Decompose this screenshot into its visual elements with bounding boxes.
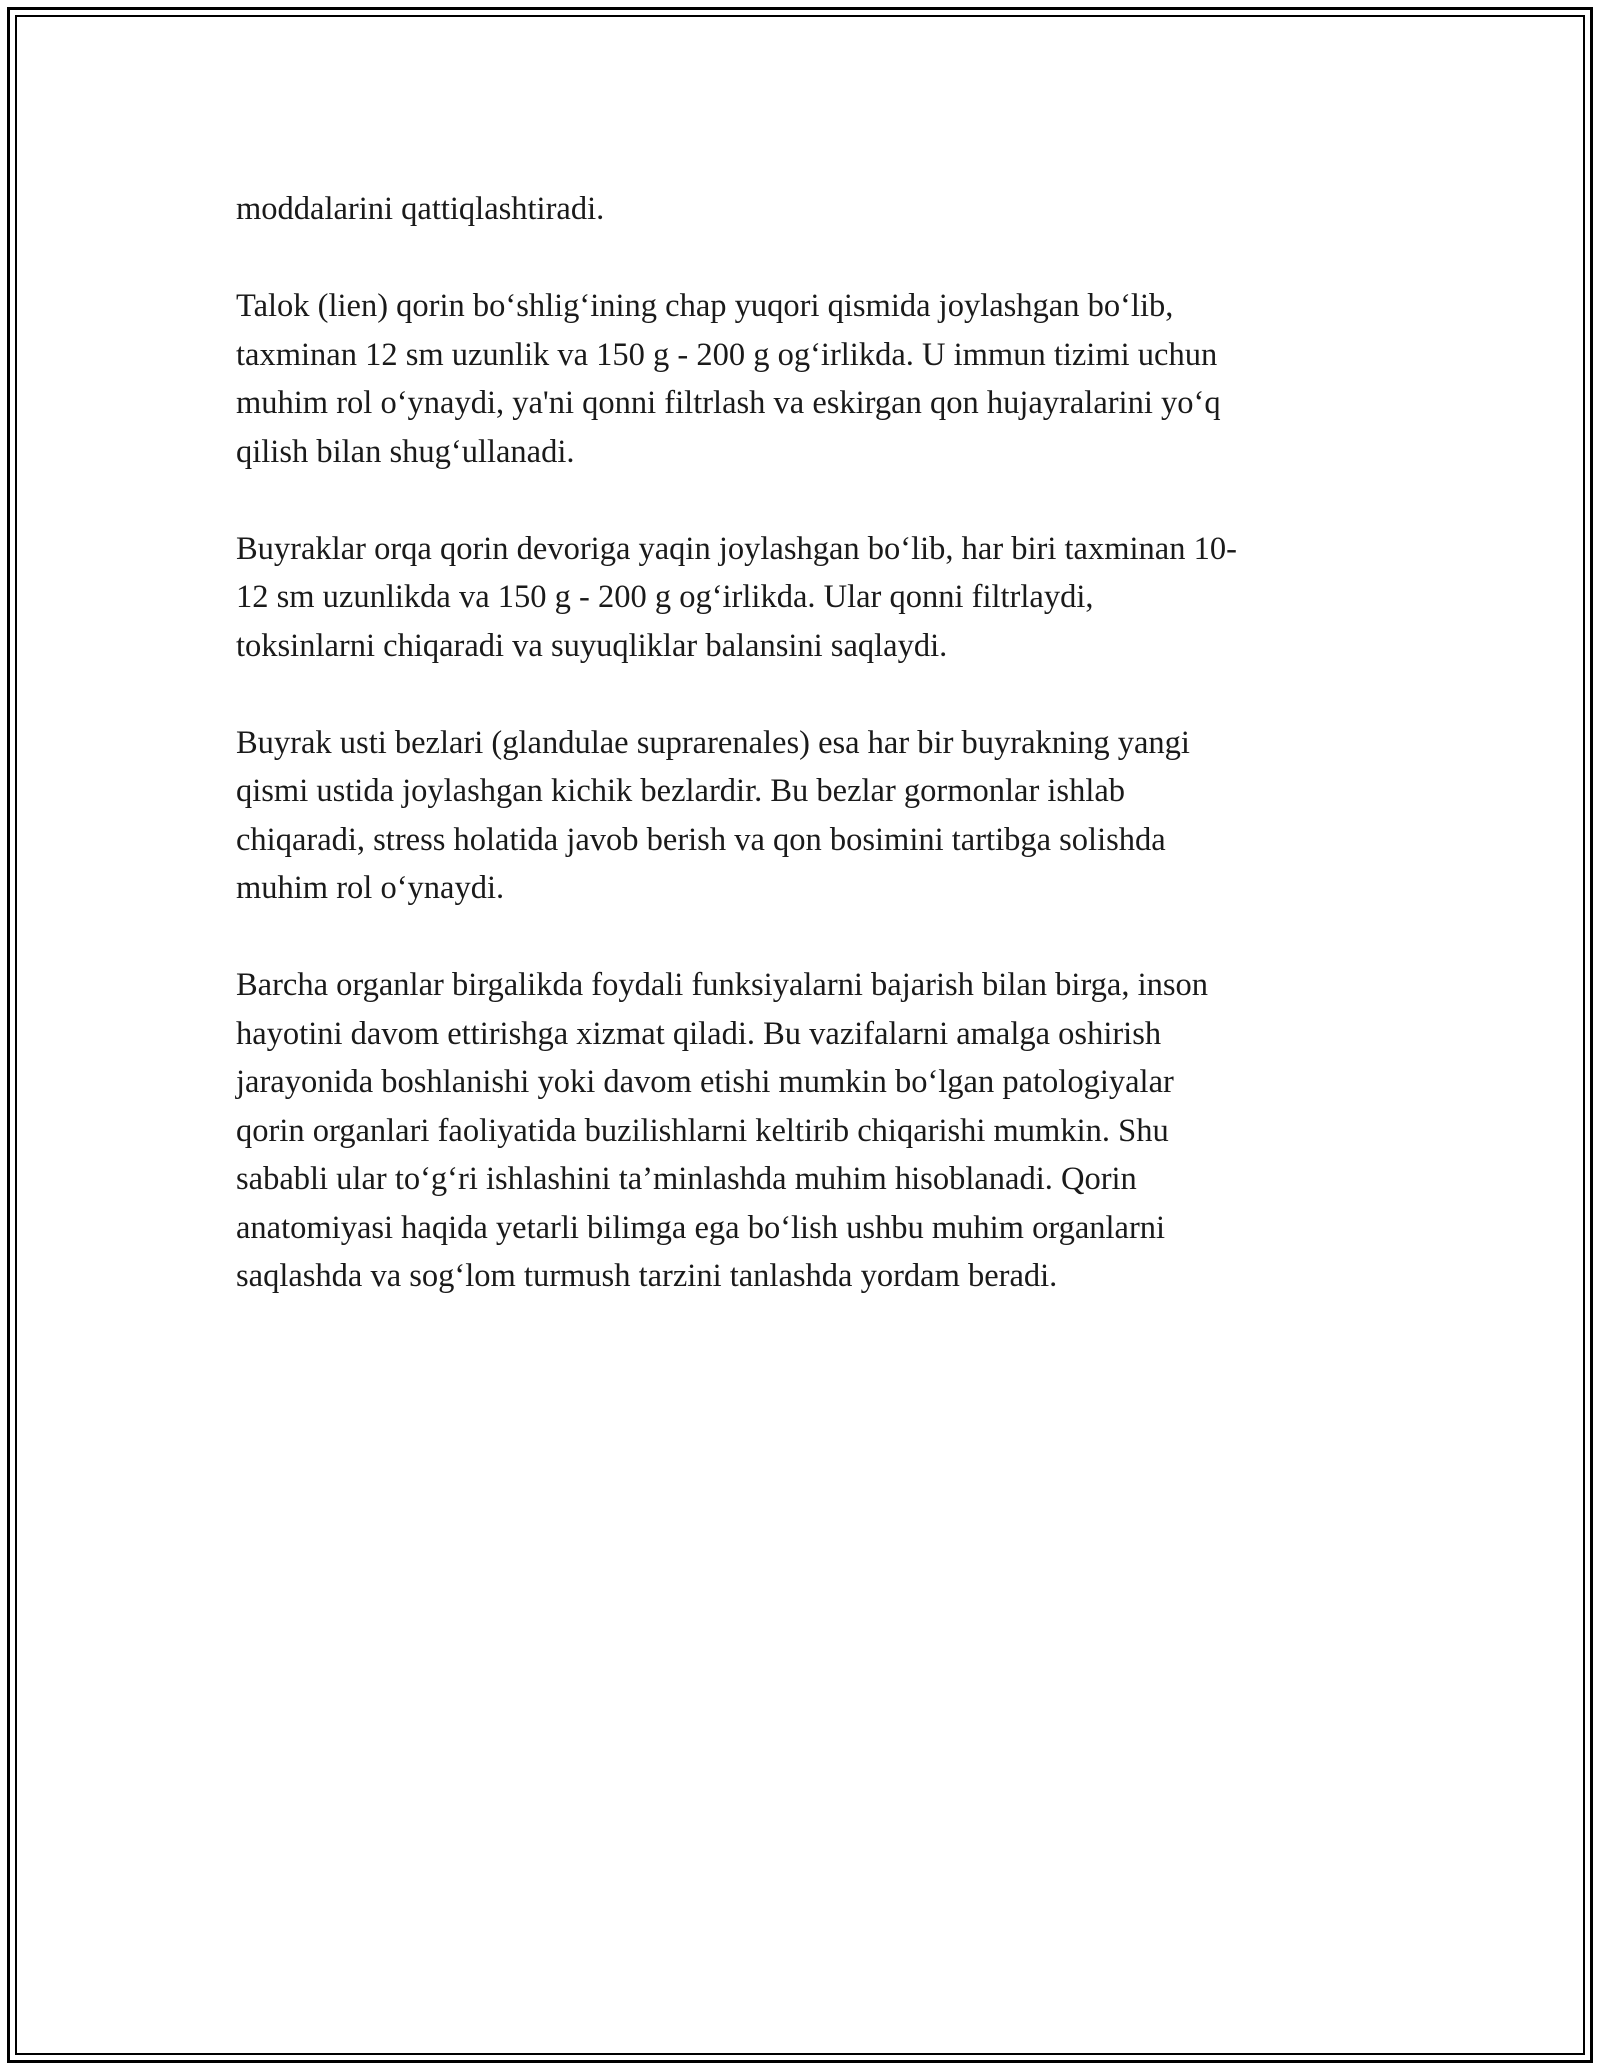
- paragraph-adrenal-glands: Buyrak usti bezlari (glandulae suprarenales) esa har bir buyrakning yangi qismi ustida joylashgan kichik bezlardir. Bu bezlar gormonlar ishlab chiqaradi, stress holatida javob berish va qon bosimini tartibga solishda muhim rol o‘ynaydi.: [236, 724, 1190, 906]
- paragraph-kidneys: Buyraklar orqa qorin devoriga yaqin joylashgan bo‘lib, har biri taxminan 10- 12 sm uzunlikda va 150 g - 200 g og‘irlikda. Ular qonni filtrlaydi, toksinlarni chiqaradi va suyuqliklar balansini saqlaydi.: [236, 530, 1237, 664]
- paragraph-continuation: moddalarini qattiqlashtiradi.: [236, 191, 605, 227]
- paragraph-spleen: Talok (lien) qorin bo‘shlig‘ining chap yuqori qismida joylashgan bo‘lib, taxminan 12 sm uzunlik va 150 g - 200 g og‘irlikda. U immun tizimi uchun muhim rol o‘ynaydi, ya'ni qonni filtrlash va eskirgan qon hujayralarini yo‘q qilish bilan shug‘ullanadi.: [236, 288, 1221, 470]
- paragraph-conclusion: Barcha organlar birgalikda foydali funksiyalarni bajarish bilan birga, inson hayotini davom ettirishga xizmat qiladi. Bu vazifalarni amalga oshirish jarayonida boshlanishi yoki davom etishi mumkin bo‘lgan patologiyalar qorin organlari faoliyatida buzilishlarni keltirib chiqarishi mumkin. Shu sababli ular to‘g‘ri ishlashini ta’minlashda muhim hisoblanadi. Qorin anatomiyasi haqida yetarli bilimga ega bo‘lish ushbu muhim organlarni saqlashda va sog‘lom turmush tarzini tanlashda yordam beradi.: [236, 967, 1209, 1294]
- document-body: [236, 185, 1376, 1349]
